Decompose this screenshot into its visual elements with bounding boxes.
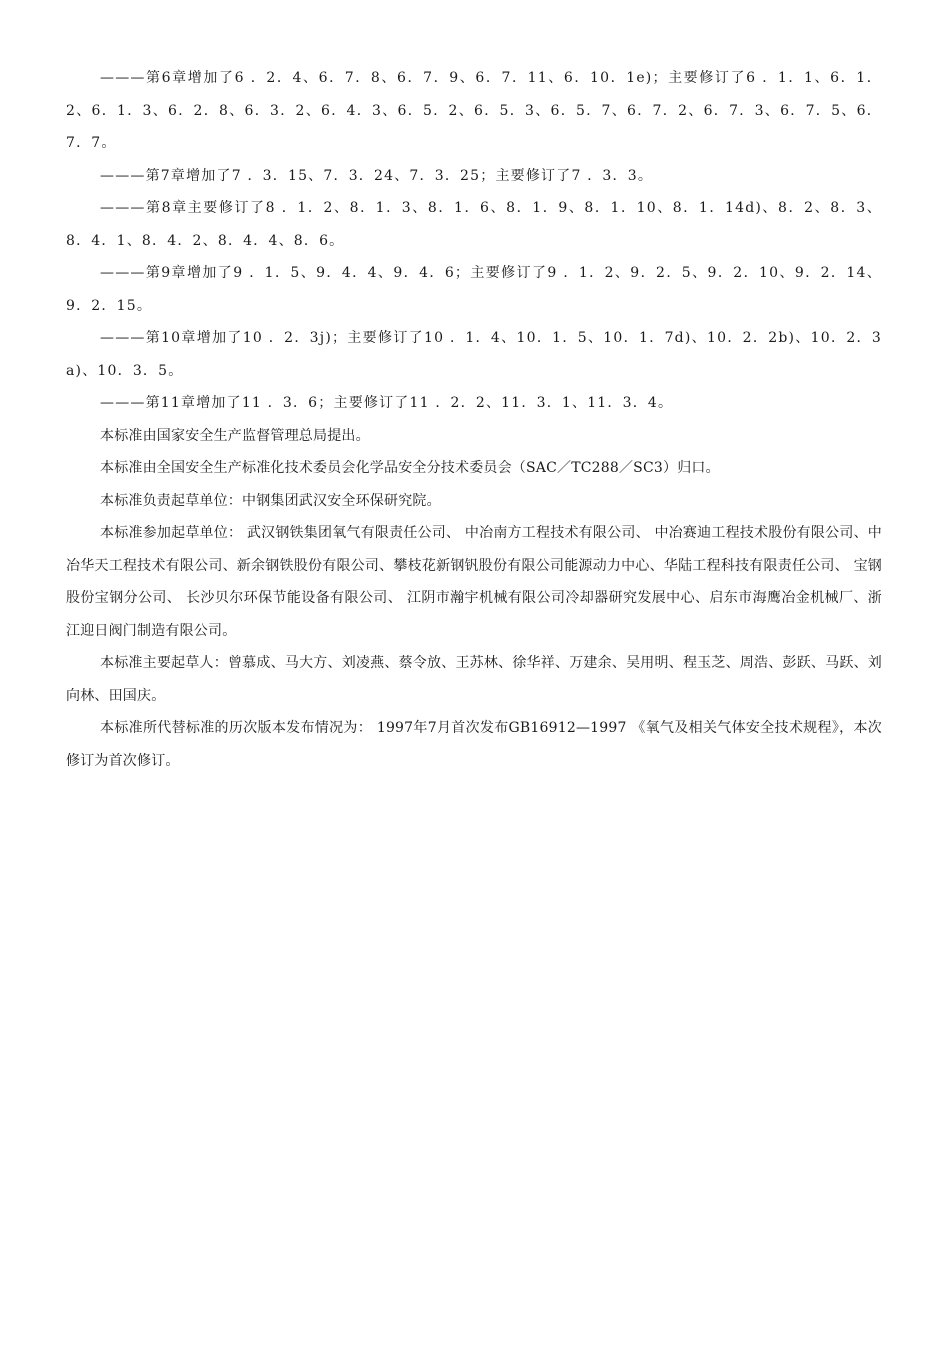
centralized-unit-statement: 本标准由全国安全生产标准化技术委员会化学品安全分技术委员会（SAC／TC288／SC3）归口。 bbox=[100, 460, 720, 476]
document-body bbox=[66, 62, 882, 777]
participating-drafting-units: 本标准参加起草单位： 武汉钢铁集团氧气有限责任公司、 中冶南方工程技术有限公司、 中冶赛迪工程技术股份有限公司、中冶华天工程技术有限公司、新余钢铁股份有限公司、攀枝花新钢钒股份有限公司能源动力中心、华陆工程科技有限责任公司、 宝钢股份宝钢分公司、 长沙贝尔环保节能设备有限公司、 江阴市瀚宇机械有限公司冷却器研究发展中心、启东市海鹰冶金机械厂、浙江迎日阀门制造有限公司。 bbox=[66, 525, 882, 639]
revision-item-chapter-11: ———第11章增加了11 ．3．6；主要修订了11 ．2．2、11．3．1、11．3．4。 bbox=[100, 395, 674, 411]
proposer-statement: 本标准由国家安全生产监督管理总局提出。 bbox=[100, 427, 370, 444]
lead-drafting-unit: 本标准负责起草单位：中钢集团武汉安全环保研究院。 bbox=[100, 492, 441, 509]
revision-item-chapter-9: ———第9章增加了9 ．1．5、9．4．4、9．4．6；主要修订了9 ．1．2、9．2．5、9．2．10、9．2．14、9．2．15。 bbox=[66, 265, 882, 314]
version-history: 本标准所代替标准的历次版本发布情况为： 1997年7月首次发布GB16912—1997 《氧气及相关气体安全技术规程》，本次修订为首次修订。 bbox=[66, 720, 882, 769]
revision-item-chapter-7: ———第7章增加了7 ．3．15、7．3．24、7．3．25；主要修订了7 ．3．3。 bbox=[100, 167, 654, 184]
revision-item-chapter-6: ———第6章增加了6 ．2．4、6．7．8、6．7．9、6．7．11、6．10．1e)；主要修订了6 ．1．1、6．1．2、6．1．3、6．2．8、6．3．2、6．4．3、6．5．2、6．5．3、6．5．7、6．7．2、6．7．3、6．7．5、6．7．7。 bbox=[66, 70, 882, 151]
revision-item-chapter-10: ———第10章增加了10 ．2．3j)；主要修订了10 ．1．4、10．1．5、10．1．7d)、10．2．2b)、10．2．3a)、10．3．5。 bbox=[66, 330, 882, 379]
main-drafters: 本标准主要起草人：曾慕成、马大方、刘凌燕、蔡令放、王苏林、徐华祥、万建余、吴用明、程玉芝、周浩、彭跃、马跃、刘向林、田国庆。 bbox=[66, 655, 882, 704]
revision-item-chapter-8: ———第8章主要修订了8 ．1．2、8．1．3、8．1．6、8．1．9、8．1．10、8．1．14d)、8．2、8．3、8．4．1、8．4．2、8．4．4、8．6。 bbox=[66, 200, 882, 249]
